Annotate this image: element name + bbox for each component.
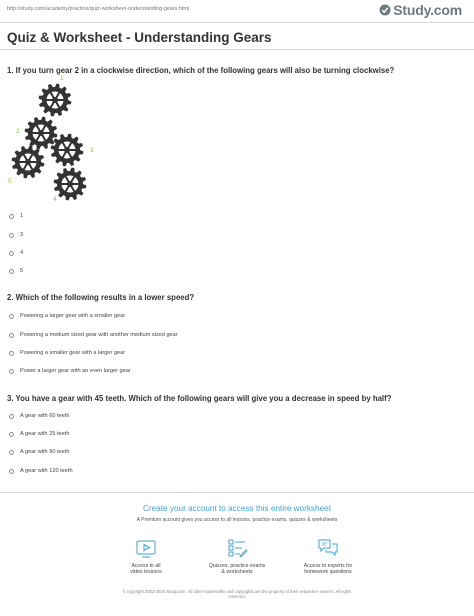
q3-option-2[interactable]: [9, 429, 69, 439]
video-icon: [135, 537, 157, 559]
premium-description: A Premium account gives you access to all lessons, practice exams, quizzes & worksheets: [136, 517, 338, 523]
feature-video-lessons: [101, 537, 191, 576]
q3-option-4[interactable]: [9, 466, 73, 476]
copyright-notice: [0, 589, 474, 600]
radio-icon[interactable]: [9, 450, 14, 455]
q3-option-3[interactable]: [9, 447, 69, 457]
gear-4-axle: [67, 181, 73, 187]
option-label: 1: [20, 213, 24, 219]
q2-option-1[interactable]: [9, 311, 125, 321]
page-title: Quiz & Worksheet - Understanding Gears: [7, 30, 272, 45]
radio-icon[interactable]: [9, 414, 14, 419]
gear-3-axle: [64, 147, 70, 153]
q1-option-3[interactable]: [9, 248, 23, 258]
radio-icon[interactable]: [9, 351, 14, 356]
feature-experts: [283, 537, 373, 576]
gear-label-4: 4: [53, 196, 57, 203]
feature-label-line2: & worksheets: [221, 569, 253, 576]
feature-label-line1: Access to experts for: [303, 563, 353, 569]
title-bar: [0, 22, 474, 50]
gear-figure: [0, 72, 110, 204]
copyright-line-1: © copyright 2003-2020 Study.com. All other trademarks and copyrights are the property of their respective owners. All rights: [122, 589, 352, 594]
option-label: A gear with 90 teeth: [20, 449, 70, 455]
q1-option-2[interactable]: [9, 230, 23, 240]
option-label: A gear with 25 teeth: [20, 431, 70, 437]
study-logo[interactable]: [379, 2, 462, 18]
q2-option-4[interactable]: [9, 366, 131, 376]
q1-option-4[interactable]: [9, 266, 23, 276]
option-label: A gear with 60 teeth: [20, 413, 70, 419]
radio-icon[interactable]: [9, 432, 14, 437]
option-label: Powering a smaller gear with a larger gear: [20, 350, 126, 356]
q2-option-3[interactable]: [9, 348, 125, 358]
question-2-text: 2. Which of the following results in a lower speed?: [7, 293, 195, 302]
radio-icon[interactable]: [9, 469, 14, 474]
option-label: A gear with 120 teeth: [20, 468, 73, 474]
question-1-text: 1. If you turn gear 2 in a clockwise direction, which of the following gears will also be turning clockwise?: [7, 66, 395, 75]
feature-label-line2: video lessons: [130, 569, 162, 576]
radio-icon[interactable]: [9, 251, 14, 256]
premium-footer: [0, 492, 474, 616]
gear-label-5: 5: [8, 178, 12, 185]
option-label: Powering a medium sized gear with another medium sized gear: [20, 332, 178, 338]
q1-option-1[interactable]: [9, 211, 23, 221]
gear-label-3: 3: [90, 147, 94, 154]
radio-icon[interactable]: [9, 233, 14, 238]
quiz-icon: [226, 537, 248, 559]
feature-label-line2: homework questions: [304, 569, 352, 576]
option-label: 3: [20, 232, 24, 238]
option-label: 5: [20, 268, 24, 274]
radio-icon[interactable]: [9, 333, 14, 338]
option-label: Power a larger gear with an even larger gear: [20, 368, 131, 374]
feature-label-line1: Access to all: [131, 563, 161, 569]
question-3-text: 3. You have a gear with 45 teeth. Which of the following gears will give you a decrease in speed by half?: [7, 394, 392, 403]
radio-icon[interactable]: [9, 314, 14, 319]
radio-icon[interactable]: [9, 269, 14, 274]
logo-text: Study.com: [393, 2, 462, 18]
q2-option-2[interactable]: [9, 330, 178, 340]
page-url: http://study.com/academy/practice/quiz-worksheet-understanding-gears.html: [7, 6, 190, 12]
create-account-link[interactable]: Create your account to access this entire worksheet: [143, 504, 331, 513]
option-label: 4: [20, 250, 24, 256]
gear-1-axle: [52, 97, 58, 103]
copyright-line-2: reserved.: [228, 594, 246, 600]
feature-label-line1: Quizzes, practice exams: [208, 563, 266, 569]
study-logo-icon: [379, 4, 391, 16]
feature-quizzes: [192, 537, 282, 576]
chat-icon: [317, 537, 339, 559]
option-label: Powering a larger gear with a smaller gear: [20, 313, 126, 319]
top-bar: [0, 0, 474, 24]
gear-5-axle: [25, 159, 31, 165]
radio-icon[interactable]: [9, 214, 14, 219]
gear-2-axle: [38, 130, 44, 136]
gear-label-2: 2: [16, 128, 20, 135]
radio-icon[interactable]: [9, 369, 14, 374]
gear-label-1: 1: [60, 75, 64, 82]
q3-option-1[interactable]: [9, 411, 69, 421]
